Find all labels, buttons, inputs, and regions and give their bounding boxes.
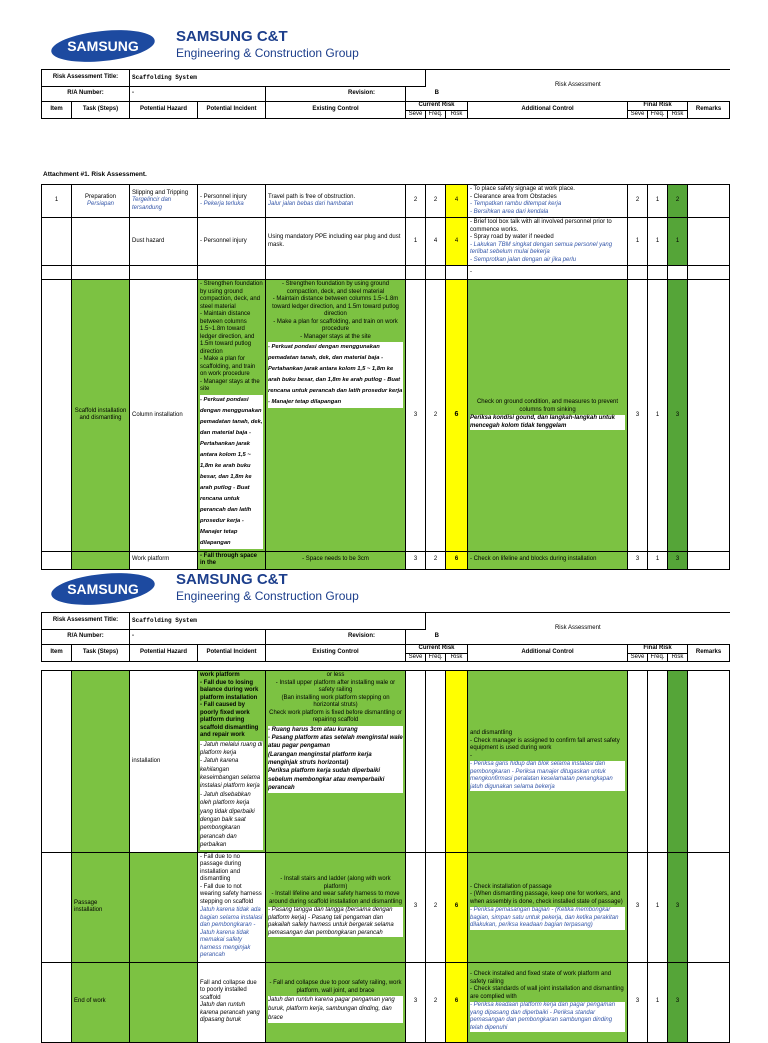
cell-hazard: Dust hazard bbox=[130, 218, 198, 266]
cell-remarks bbox=[688, 852, 730, 962]
add-id: Periksa kondisi gound, dan langkah-langkah untuk mencegah kolom tidak tenggelam bbox=[470, 415, 625, 430]
sheet-1 bbox=[41, 25, 729, 570]
cell-risk: 6 bbox=[446, 280, 468, 552]
add-line: - Spray road by water if needed bbox=[470, 234, 554, 240]
attachment-label: Attachment #1. Risk Assessment. bbox=[43, 171, 147, 178]
risk-table-2 bbox=[41, 670, 730, 1043]
cell-existing: - Space needs to be 3cm bbox=[266, 551, 406, 569]
add-line: - Clearance area from Obstacles bbox=[470, 193, 557, 200]
existing-en: - Install stairs and ladder (along with work platform) - Install lifeline and wear safety harness to move around during scaffold installation and dismantling bbox=[269, 876, 402, 905]
col-remarks: Remarks bbox=[688, 645, 730, 662]
cell-additional bbox=[468, 218, 628, 266]
cell-additional: - bbox=[468, 266, 628, 280]
add-id: - Periksa garis hidup dan blok selama instalasi dan pembongkaran - Periksa manajer ditugaskan untuk mengkonfirmasi peralatan keselamatan penangkapan jatuh digunakan selama bekerja bbox=[470, 761, 625, 791]
table-row bbox=[42, 671, 730, 853]
cell-remarks bbox=[688, 185, 730, 218]
brand-subtitle: Engineering & Construction Group bbox=[176, 589, 359, 603]
table-row bbox=[42, 551, 730, 569]
existing-id: - Perkuat pondasi dengan menggunakan pemadatan tanah, dek, dan material baja - Pertahankan jarak antara kolom 1,5 ~ 1,8m ke arah buku besar, dan 1,8m ke arah putlog - Buat rencana untuk perancah dan latih prosedur kerja - Manajer tetap dilapangan bbox=[268, 342, 403, 408]
add-line: - Bersihkan area dari kendala bbox=[470, 208, 549, 215]
col-item: Item bbox=[42, 102, 72, 119]
cell-incident: - Fall through space in the bbox=[198, 551, 266, 569]
ra-title-value: Scaffolding System bbox=[130, 70, 426, 87]
revision-label: Revision: bbox=[266, 87, 406, 102]
logo-text: SAMSUNG bbox=[67, 581, 139, 597]
task-id: Persiapan bbox=[86, 201, 115, 207]
cell-seve bbox=[406, 671, 426, 853]
incident-en: Fall and collapse due to poorly installed scaffold bbox=[200, 979, 257, 1001]
add-line: - To place safety signage at work place. bbox=[470, 186, 575, 192]
brand-block bbox=[176, 571, 359, 603]
ra-title-label: Risk Assessment Title: bbox=[42, 613, 130, 630]
cell-freq: 2 bbox=[426, 280, 446, 552]
col-freq: Freq. bbox=[426, 653, 446, 662]
cell-incident bbox=[198, 185, 266, 218]
cell-item bbox=[42, 852, 72, 962]
col-seve: Seve bbox=[406, 110, 426, 119]
header-table bbox=[41, 69, 730, 119]
cell-freq: 2 bbox=[426, 962, 446, 1042]
cell-final-seve: 3 bbox=[628, 551, 648, 569]
cell-task bbox=[72, 218, 130, 266]
col-incident: Potential Incident bbox=[198, 645, 266, 662]
cell-task bbox=[72, 185, 130, 218]
cell-risk: 4 bbox=[446, 218, 468, 266]
cell-final-freq bbox=[648, 671, 668, 853]
add-line: - Tempatkan rambu ditempat kerja bbox=[470, 201, 562, 207]
ra-title-value: Scaffolding System bbox=[130, 613, 426, 630]
cell-seve: 3 bbox=[406, 280, 426, 552]
col-task: Task (Steps) bbox=[72, 645, 130, 662]
cell-risk: 6 bbox=[446, 852, 468, 962]
ra-title-label: Risk Assessment Title: bbox=[42, 70, 130, 87]
existing-en: - Strengthen foundation by using ground compaction, deck, and steel material - Maintain distance between columns 1.5~1.8m toward ledger direction, and 1.5m toward putlog direction - Make a plan for scaffolding, and train on work procedure - Manager stays at the site bbox=[272, 281, 399, 340]
cell-incident bbox=[198, 852, 266, 962]
cell-existing bbox=[266, 266, 406, 280]
cell-item bbox=[42, 551, 72, 569]
col-final-risk-val: Risk bbox=[668, 110, 688, 119]
cell-risk: 6 bbox=[446, 551, 468, 569]
cell-additional: - Check on lifeline and blocks during installation bbox=[468, 551, 628, 569]
existing-id: - Ruang harus 3cm atau kurang - Pasang platform atas setelah menginstal wale atau pagar pengaman (Larangan menginstal platform kerja menginjak struts horizontal) Periksa platform kerja sudah diperbaiki sebelum membongkar atau memperbaiki perancah bbox=[268, 726, 403, 792]
hazard-id: Tergelincir dan tersandung bbox=[132, 197, 172, 211]
existing-en: or less - Install upper platform after installing wale or safety railing (Ban installing work platform stepping on horizontal struts) Check work platform is fixed before dismantling or repairing scaffold bbox=[269, 672, 402, 723]
col-item: Item bbox=[42, 645, 72, 662]
cell-existing: Using mandatory PPE including ear plug and dust mask. bbox=[266, 218, 406, 266]
cell-additional bbox=[468, 671, 628, 853]
page-title: Risk Assessment bbox=[426, 70, 730, 102]
cell-additional bbox=[468, 852, 628, 962]
cell-final-freq: 1 bbox=[648, 185, 668, 218]
table-row bbox=[42, 852, 730, 962]
add-line: - Brief tool box talk with all involved personnel prior to commence works. bbox=[470, 219, 612, 233]
incident-en: work platform - Fall due to losing balance during work platform installation - Fall caused by poorly fixed work platform during scaffold dismantling and repair work bbox=[200, 672, 259, 738]
cell-seve: 2 bbox=[406, 185, 426, 218]
cell-final-seve: 3 bbox=[628, 852, 648, 962]
brand-title: SAMSUNG C&T bbox=[176, 28, 288, 45]
cell-final-freq: 1 bbox=[648, 852, 668, 962]
brand-subtitle: Engineering & Construction Group bbox=[176, 46, 359, 60]
cell-additional bbox=[468, 962, 628, 1042]
add-id: - Periksa pemasangan bagian - (Ketika membongkar bagian, simpan satu untuk pekerja, dan ketika perakitan dilakukan, periksa keadaan bagian terpasang) bbox=[470, 907, 625, 930]
cell-freq bbox=[426, 671, 446, 853]
cell-hazard bbox=[130, 266, 198, 280]
cell-hazard: installation bbox=[130, 671, 198, 853]
cell-freq bbox=[426, 266, 446, 280]
col-risk: Risk bbox=[446, 110, 468, 119]
table-row bbox=[42, 280, 730, 552]
cell-incident: - Personnel injury bbox=[198, 218, 266, 266]
cell-final-seve: 3 bbox=[628, 280, 648, 552]
cell-existing bbox=[266, 852, 406, 962]
table-row bbox=[42, 185, 730, 218]
incident-id: - Pekerja terluka bbox=[200, 201, 244, 207]
cell-risk bbox=[446, 671, 468, 853]
add-en: - Check installed and fixed state of work platform and safety railing - Check standards of wall joint installation and dismantling are complied with bbox=[470, 971, 624, 1000]
incident-id: - Perkuat pondasi dengan menggunakan pemadatan tanah, dek, dan material baja - Pertahankan jarak antara kolom 1,5 ~ 1,8m ke arah buku besar, dan 1,8m ke arah putlog - Buat rencana untuk perancah dan latih prosedur kerja - Manajer tetap dilapangan bbox=[200, 395, 263, 549]
cell-additional bbox=[468, 280, 628, 552]
cell-final-risk: 3 bbox=[668, 852, 688, 962]
ra-number-label: R/A Number: bbox=[42, 630, 130, 645]
col-final-risk-val: Risk bbox=[668, 653, 688, 662]
col-additional: Additional Control bbox=[468, 102, 628, 119]
ra-number-value: - bbox=[130, 630, 266, 645]
cell-remarks bbox=[688, 962, 730, 1042]
existing-en: Travel path is free of obstruction. bbox=[268, 193, 356, 200]
cell-task: Scaffold installation and dismantling bbox=[72, 280, 130, 552]
cell-remarks bbox=[688, 266, 730, 280]
cell-task bbox=[72, 266, 130, 280]
cell-existing bbox=[266, 185, 406, 218]
col-final-freq: Freq. bbox=[648, 653, 668, 662]
table-row bbox=[42, 962, 730, 1042]
header-table bbox=[41, 612, 730, 662]
cell-additional bbox=[468, 185, 628, 218]
cell-seve bbox=[406, 266, 426, 280]
cell-item bbox=[42, 671, 72, 853]
add-dash: - bbox=[470, 752, 472, 759]
cell-final-seve: 2 bbox=[628, 185, 648, 218]
add-en: - Check installation of passage - (When dismantling passage, keep one for workers, and when assembly is done, check installed state of passage) bbox=[470, 883, 623, 905]
cell-item bbox=[42, 266, 72, 280]
incident-id: Jatuh karena tidak ada bagian selama instalasi dan pembongkaran - Jatuh karena tidak memakai safety harness menginjak perancah bbox=[200, 907, 263, 959]
cell-hazard bbox=[130, 962, 198, 1042]
col-hazard: Potential Hazard bbox=[130, 102, 198, 119]
col-incident: Potential Incident bbox=[198, 102, 266, 119]
add-line: - Lakukan TBM singkat dengan semua personel yang terlibat sebelum mulai bekerja bbox=[470, 241, 613, 255]
existing-en: - Fall and collapse due to poor safety railing, work platform, wall joint, and brace bbox=[269, 980, 402, 994]
cell-incident bbox=[198, 266, 266, 280]
col-seve: Seve bbox=[406, 653, 426, 662]
cell-final-risk: 2 bbox=[668, 185, 688, 218]
cell-hazard: Column installation bbox=[130, 280, 198, 552]
cell-seve: 3 bbox=[406, 962, 426, 1042]
incident-id: Jatuh dan runtuh karena perancah yang dipasang buruk bbox=[200, 1002, 260, 1024]
cell-item bbox=[42, 962, 72, 1042]
header-logo-row bbox=[41, 25, 729, 69]
cell-freq: 2 bbox=[426, 185, 446, 218]
cell-item: 1 bbox=[42, 185, 72, 218]
page-title: Risk Assessment bbox=[426, 613, 730, 645]
table-row bbox=[42, 218, 730, 266]
cell-risk bbox=[446, 266, 468, 280]
ra-number-label: R/A Number: bbox=[42, 87, 130, 102]
cell-remarks bbox=[688, 280, 730, 552]
col-hazard: Potential Hazard bbox=[130, 645, 198, 662]
cell-hazard bbox=[130, 852, 198, 962]
incident-en: - Strengthen foundation by using ground compaction, deck, and steel material - Maintain distance between columns 1.5~1.8m toward ledger direction, and 1.5m toward putlog direction - Make a plan for scaffolding, and train on work procedure - Manager stays at the site bbox=[200, 281, 263, 392]
cell-freq: 4 bbox=[426, 218, 446, 266]
add-line: - Semprotkan jalan dengan air jika perlu bbox=[470, 256, 577, 263]
cell-seve: 3 bbox=[406, 551, 426, 569]
table-row bbox=[42, 266, 730, 280]
cell-incident bbox=[198, 671, 266, 853]
cell-final-seve bbox=[628, 671, 648, 853]
cell-item bbox=[42, 280, 72, 552]
cell-final-seve bbox=[628, 266, 648, 280]
revision-value: B bbox=[406, 630, 468, 645]
cell-risk: 6 bbox=[446, 962, 468, 1042]
col-freq: Freq. bbox=[426, 110, 446, 119]
incident-id: - Jatuh melalui ruang di platform kerja - Jatuh karena kehilangan keseimbangan selama instalasi platform kerja - Jatuh disebabkan oleh platform kerja yang tidak diperbaiki dengan baik saat pembongkaran perancah dan perbaikan bbox=[200, 741, 263, 849]
task-en: Preparation bbox=[84, 193, 117, 200]
sheet-2 bbox=[41, 568, 729, 1043]
samsung-logo-icon bbox=[51, 570, 155, 608]
cell-existing bbox=[266, 671, 406, 853]
cell-hazard: Work platform bbox=[130, 551, 198, 569]
add-en: and dismantling - Check manager is assigned to confirm fall arrest safety equipment is used during work bbox=[470, 730, 620, 752]
col-final-risk: Final Risk bbox=[628, 102, 688, 111]
col-existing: Existing Control bbox=[266, 102, 406, 119]
cell-seve: 1 bbox=[406, 218, 426, 266]
col-remarks: Remarks bbox=[688, 102, 730, 119]
cell-final-freq: 1 bbox=[648, 551, 668, 569]
add-en: Check on ground condition, and measures to prevent columns from sinking bbox=[476, 399, 619, 413]
col-final-freq: Freq. bbox=[648, 110, 668, 119]
cell-freq: 2 bbox=[426, 852, 446, 962]
cell-final-risk: 1 bbox=[668, 218, 688, 266]
col-task: Task (Steps) bbox=[72, 102, 130, 119]
cell-final-seve: 3 bbox=[628, 962, 648, 1042]
cell-remarks bbox=[688, 218, 730, 266]
samsung-logo-icon bbox=[51, 27, 155, 65]
cell-task bbox=[72, 551, 130, 569]
cell-final-seve: 1 bbox=[628, 218, 648, 266]
cell-final-freq bbox=[648, 266, 668, 280]
hazard-en: Slipping and Tripping bbox=[132, 189, 189, 196]
cell-remarks bbox=[688, 551, 730, 569]
cell-risk: 4 bbox=[446, 185, 468, 218]
cell-task bbox=[72, 671, 130, 853]
col-final-seve: Seve bbox=[628, 653, 648, 662]
col-final-seve: Seve bbox=[628, 110, 648, 119]
incident-en: - Fall due to no passage during installation and dismantling - Fall due to not wearing safety harness stepping on scaffold bbox=[200, 853, 262, 905]
cell-final-freq: 1 bbox=[648, 962, 668, 1042]
existing-id: Jatuh dan runtuh karena pagar pengaman yang buruk, platform kerja, sambungan dinding, dan brace bbox=[268, 996, 403, 1023]
cell-final-freq: 1 bbox=[648, 280, 668, 552]
risk-table-1 bbox=[41, 184, 730, 570]
cell-remarks bbox=[688, 671, 730, 853]
existing-id: Jalur jalan bebas dari hambatan bbox=[268, 201, 354, 207]
existing-id: - Pasang tangga dan tangga (bersama dengan platform kerja) - Pasang tali pengaman dan pakailah safety harness untuk bergerak selama pemasangan dan pembongkaran perancah bbox=[268, 907, 403, 937]
cell-final-risk: 3 bbox=[668, 551, 688, 569]
cell-final-risk bbox=[668, 671, 688, 853]
cell-task: End of work bbox=[72, 962, 130, 1042]
header-logo-row bbox=[41, 568, 729, 612]
col-existing: Existing Control bbox=[266, 645, 406, 662]
cell-task: Passage installation bbox=[72, 852, 130, 962]
col-additional: Additional Control bbox=[468, 645, 628, 662]
cell-final-risk bbox=[668, 266, 688, 280]
cell-incident bbox=[198, 280, 266, 552]
revision-value: B bbox=[406, 87, 468, 102]
col-current-risk: Current Risk bbox=[406, 645, 468, 654]
cell-existing bbox=[266, 280, 406, 552]
incident-en: - Personnel injury bbox=[200, 193, 247, 200]
add-id: - Periksa keadaan platform kerja dan pagar pengaman yang dipasang dan diperbaiki - Periksa standar pemasangan dan pembongkaran sambungan dinding telah dipenuhi bbox=[470, 1002, 625, 1032]
cell-item bbox=[42, 218, 72, 266]
cell-final-freq: 1 bbox=[648, 218, 668, 266]
cell-hazard bbox=[130, 185, 198, 218]
brand-title: SAMSUNG C&T bbox=[176, 571, 288, 588]
cell-seve: 3 bbox=[406, 852, 426, 962]
col-final-risk: Final Risk bbox=[628, 645, 688, 654]
cell-incident bbox=[198, 962, 266, 1042]
cell-final-risk: 3 bbox=[668, 280, 688, 552]
revision-label: Revision: bbox=[266, 630, 406, 645]
col-risk: Risk bbox=[446, 653, 468, 662]
cell-existing bbox=[266, 962, 406, 1042]
cell-freq: 2 bbox=[426, 551, 446, 569]
logo-text: SAMSUNG bbox=[67, 38, 139, 54]
ra-number-value: - bbox=[130, 87, 266, 102]
brand-block bbox=[176, 28, 359, 60]
col-current-risk: Current Risk bbox=[406, 102, 468, 111]
cell-final-risk: 3 bbox=[668, 962, 688, 1042]
